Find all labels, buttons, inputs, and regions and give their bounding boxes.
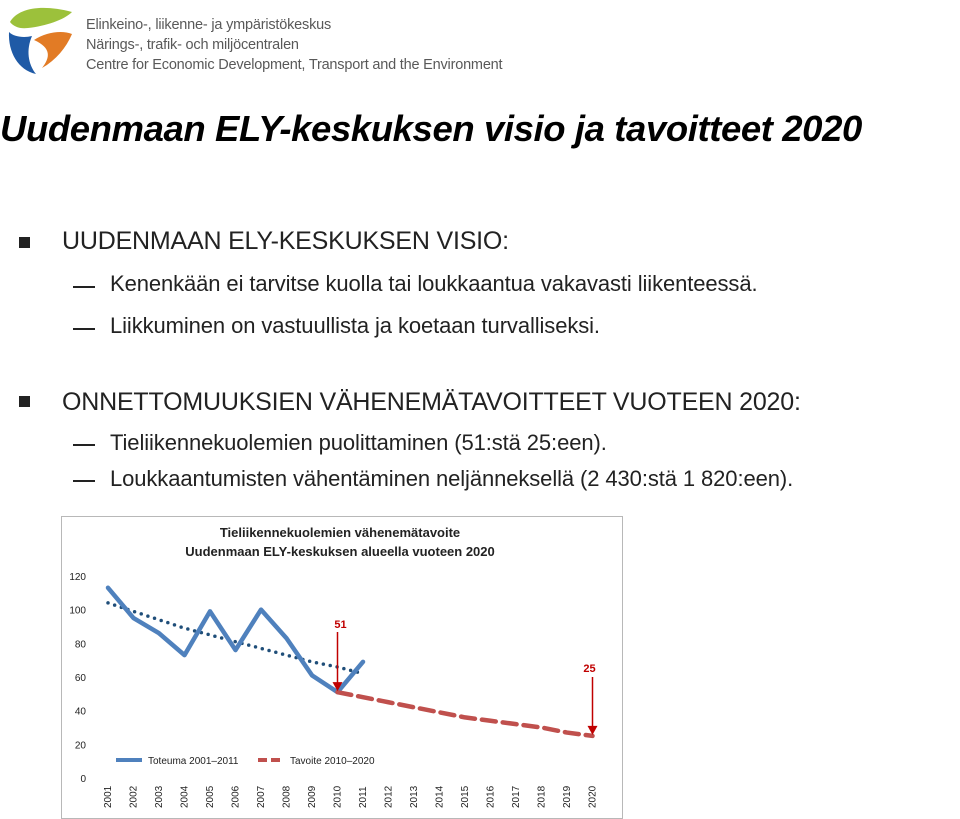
y-tick-label: 80 [74,639,86,651]
x-tick-label: 2010 [332,785,344,808]
x-tick-label: 2002 [128,785,140,808]
x-tick-label: 2019 [562,785,573,808]
org-name-sv: Närings-, trafik- och miljöcentralen [86,37,299,53]
y-tick-label: 20 [74,740,86,752]
slide-title: Uudenmaan ELY-keskuksen visio ja tavoitteet 2020 [0,108,862,149]
y-tick-label: 100 [69,605,86,617]
y-tick-label: 0 [80,774,86,785]
data-label: 51 [334,619,347,631]
x-tick-label: 2013 [409,785,420,808]
y-tick-label: 60 [74,673,86,684]
target-item: Loukkaantumisten vähentäminen neljänneksellä (2 430:stä 1 820:een). [110,466,794,491]
legend-actual-label: Toteuma 2001–2011 [148,756,239,767]
legend-target-label: Tavoite 2010–2020 [290,756,375,767]
x-tick-label: 2008 [281,785,293,808]
x-tick-label: 2005 [205,785,216,808]
trendline [108,603,363,674]
x-tick-label: 2006 [230,785,242,808]
chart-title-line: Tieliikennekuolemien vähenemätavoite [219,525,461,540]
y-tick-label: 120 [69,572,86,583]
bullet-vision-heading: UUDENMAAN ELY-KESKUKSEN VISIO: [62,227,509,255]
data-label: 25 [583,663,596,675]
x-tick-label: 2009 [307,785,318,808]
chart-subtitle-line: Uudenmaan ELY-keskuksen alueella vuoteen 2020 [185,544,495,559]
x-tick-label: 2001 [103,785,114,808]
x-tick-label: 2011 [358,786,369,808]
x-tick-label: 2007 [256,785,267,808]
org-name-fi: Elinkeino-, liikenne- ja ympäristökeskus [86,17,332,33]
org-name-en: Centre for Economic Development, Transport and the Environment [86,57,503,73]
x-tick-label: 2020 [587,785,599,808]
bullet-targets-heading: ONNETTOMUUKSIEN VÄHENEMÄTAVOITTEET VUOTEEN 2020: [62,388,801,416]
x-tick-label: 2017 [511,785,522,808]
vision-item: Liikkuminen on vastuullista ja koetaan turvalliseksi. [110,313,600,338]
x-tick-label: 2012 [383,785,395,808]
x-tick-label: 2015 [460,785,471,808]
target-item: Tieliikennekuolemien puolittaminen (51:stä 25:een). [110,430,607,455]
x-tick-label: 2018 [536,785,548,808]
y-tick-label: 40 [74,706,86,718]
x-tick-label: 2016 [485,785,497,808]
x-tick-label: 2004 [179,785,191,808]
series-line-target [338,692,593,736]
x-tick-label: 2014 [434,785,446,808]
vision-item: Kenenkään ei tarvitse kuolla tai loukkaantua vakavasti liikenteessä. [110,271,758,296]
x-tick-label: 2003 [154,785,165,808]
